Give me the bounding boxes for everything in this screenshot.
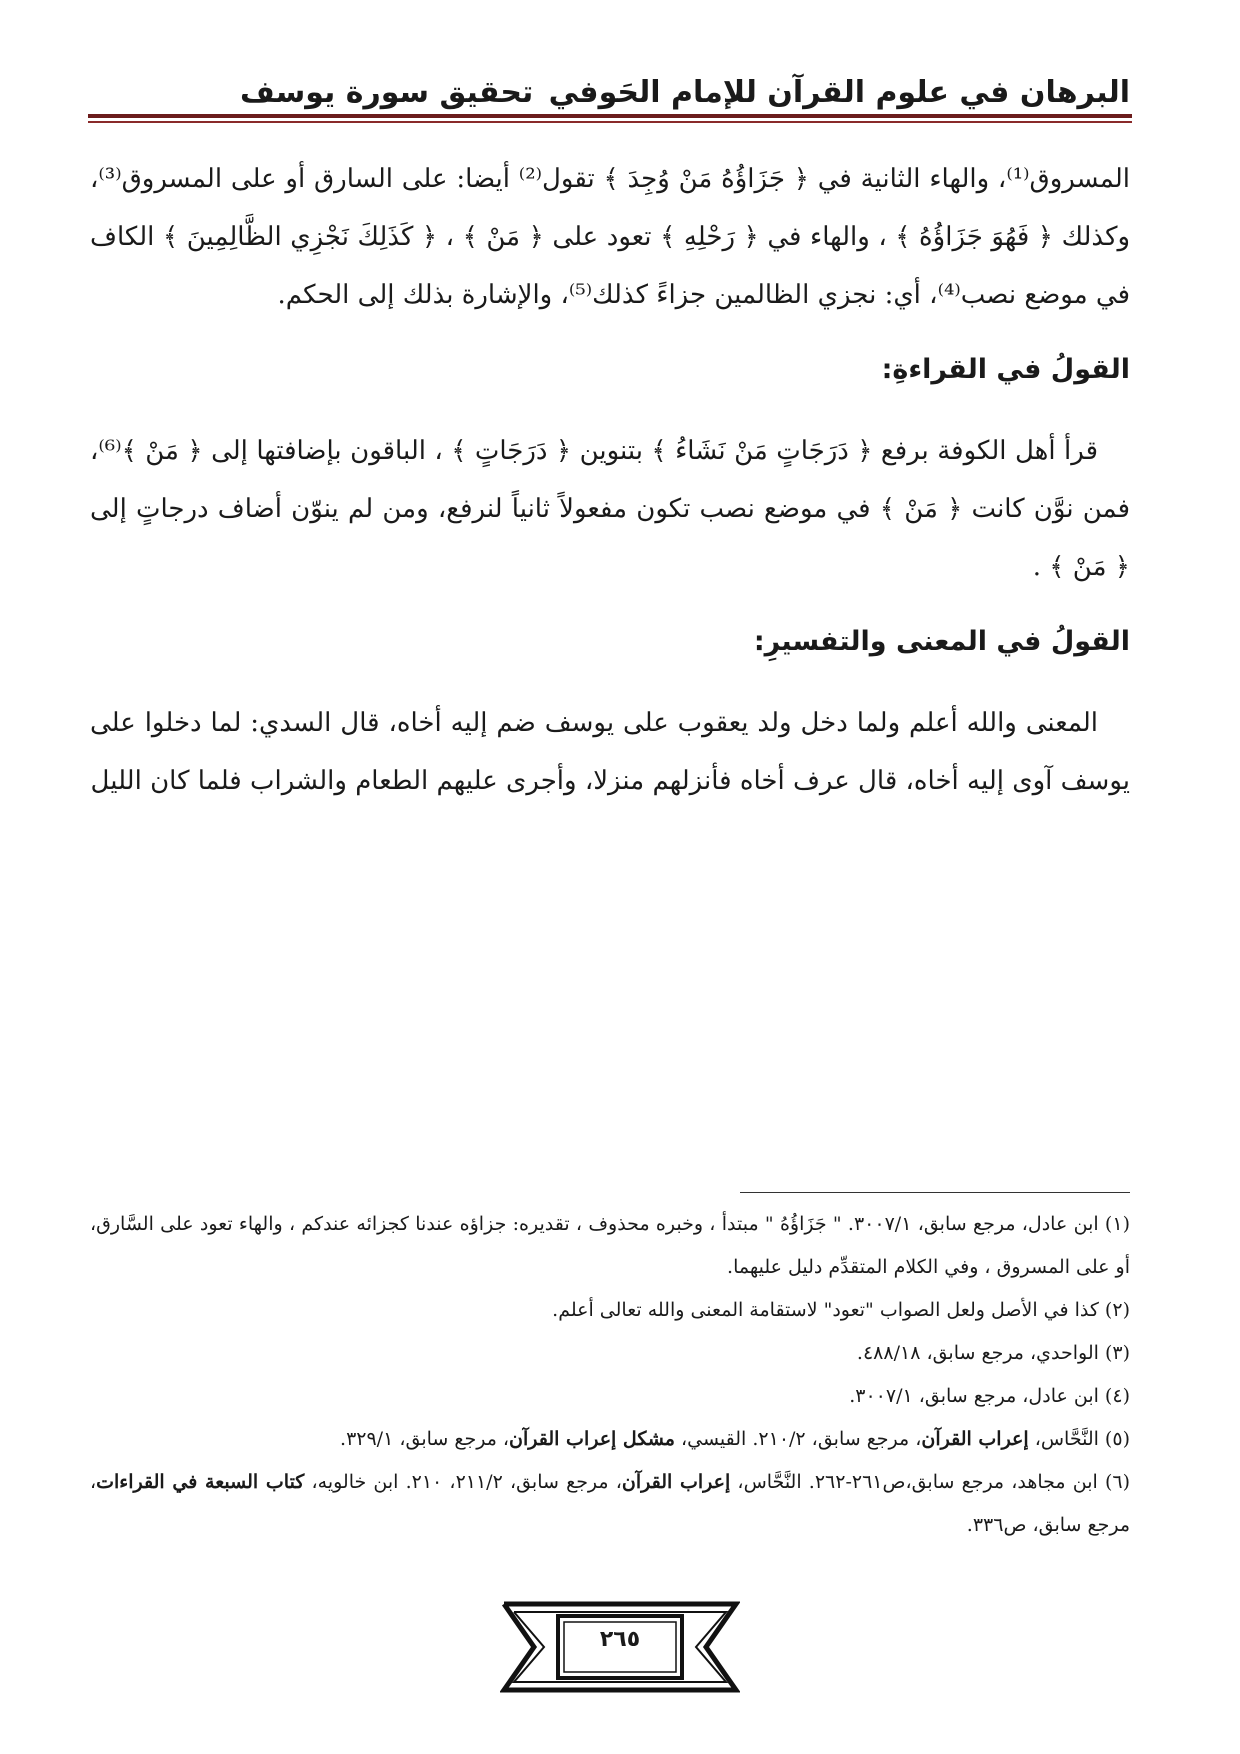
paragraph-1: المسروق⁽¹⁾، والهاء الثانية في ﴿ جَزَاؤُهُ مَنْ وُجِدَ ﴾ تقول⁽²⁾ أيضا: على السارق أو على المسروق⁽³⁾، وكذلك ﴿ فَهُوَ جَزَاؤُهُ ﴾ ، والهاء في ﴿ رَحْلِهِ ﴾ تعود على ﴿ مَنْ ﴾ ، ﴿ كَذَلِكَ نَجْزِي الظَّالِمِينَ ﴾ الكاف في موضع نصب⁽⁴⁾، أي: نجزي الظالمين جزاءً كذلك⁽⁵⁾، والإشارة بذلك إلى الحكم. [90, 164, 1130, 310]
paragraph-3: المعنى والله أعلم ولما دخل ولد يعقوب على يوسف ضم إليه أخاه، قال السدي: لما دخلوا على يوسف آوى إليه أخاه، قال عرف أخاه فأنزلهم منزلا، وأجرى عليهم الطعام والشراب فلما كان الليل [90, 708, 1130, 796]
running-header [90, 60, 1130, 110]
page-number-frame [500, 1592, 740, 1702]
footnote-2: (٢) كذا في الأصل ولعل الصواب "تعود" لاستقامة المعنى والله تعالى أعلم. [552, 1299, 1130, 1321]
header-rule-thick [88, 114, 1132, 118]
main-text [90, 150, 1130, 810]
book-title: البرهان في علوم القرآن للإمام الحَوفي [548, 75, 1130, 110]
heading-reading: القولُ في القراءةِ: [881, 354, 1130, 385]
footnote-1: (١) ابن عادل، مرجع سابق، ٣٠٠٧/١. " جَزَاؤُهُ " مبتدأ ، وخبره محذوف ، تقديره: جزاؤه عندنا كجزائه عندكم ، والهاء تعود على السَّارق، أو على المسروق ، وفي الكلام المتقدِّم دليل عليهما. [90, 1213, 1130, 1278]
footnote-6: (٦) ابن مجاهد، مرجع سابق،ص٢٦١-٢٦٢. النَّحَّاس، إعراب القرآن، مرجع سابق، ٢١١/٢، ٢١٠. ابن خالويه، كتاب السبعة في القراءات، مرجع سابق، ص٣٣٦. [90, 1471, 1131, 1536]
page-number: ٢٦٥ [599, 1627, 641, 1652]
footnotes [90, 1203, 1130, 1547]
header-rule-thin [88, 121, 1132, 123]
footnote-5: (٥) النَّحَّاس، إعراب القرآن، مرجع سابق، ٢١٠/٢. القيسي، مشكل إعراب القرآن، مرجع سابق، ٣٢٩/١. [340, 1428, 1130, 1450]
footnote-4: (٤) ابن عادل، مرجع سابق، ٣٠٠٧/١. [849, 1385, 1130, 1407]
section-title: تحقيق سورة يوسف [240, 75, 534, 110]
heading-meaning: القولُ في المعنى والتفسيرِ: [753, 626, 1130, 657]
footnote-separator [740, 1192, 1130, 1193]
paragraph-2: قرأ أهل الكوفة برفع ﴿ دَرَجَاتٍ مَنْ نَشَاءُ ﴾ بتنوين ﴿ دَرَجَاتٍ ﴾ ، الباقون بإضافتها إلى ﴿ مَنْ ﴾⁽⁶⁾، فمن نوَّن كانت ﴿ مَنْ ﴾ في موضع نصب تكون مفعولاً ثانياً لنرفع، ومن لم ينوّن أضاف درجاتٍ إلى ﴿ مَنْ ﴾ . [90, 436, 1130, 582]
footnote-3: (٣) الواحدي، مرجع سابق، ٤٨٨/١٨. [856, 1342, 1130, 1364]
